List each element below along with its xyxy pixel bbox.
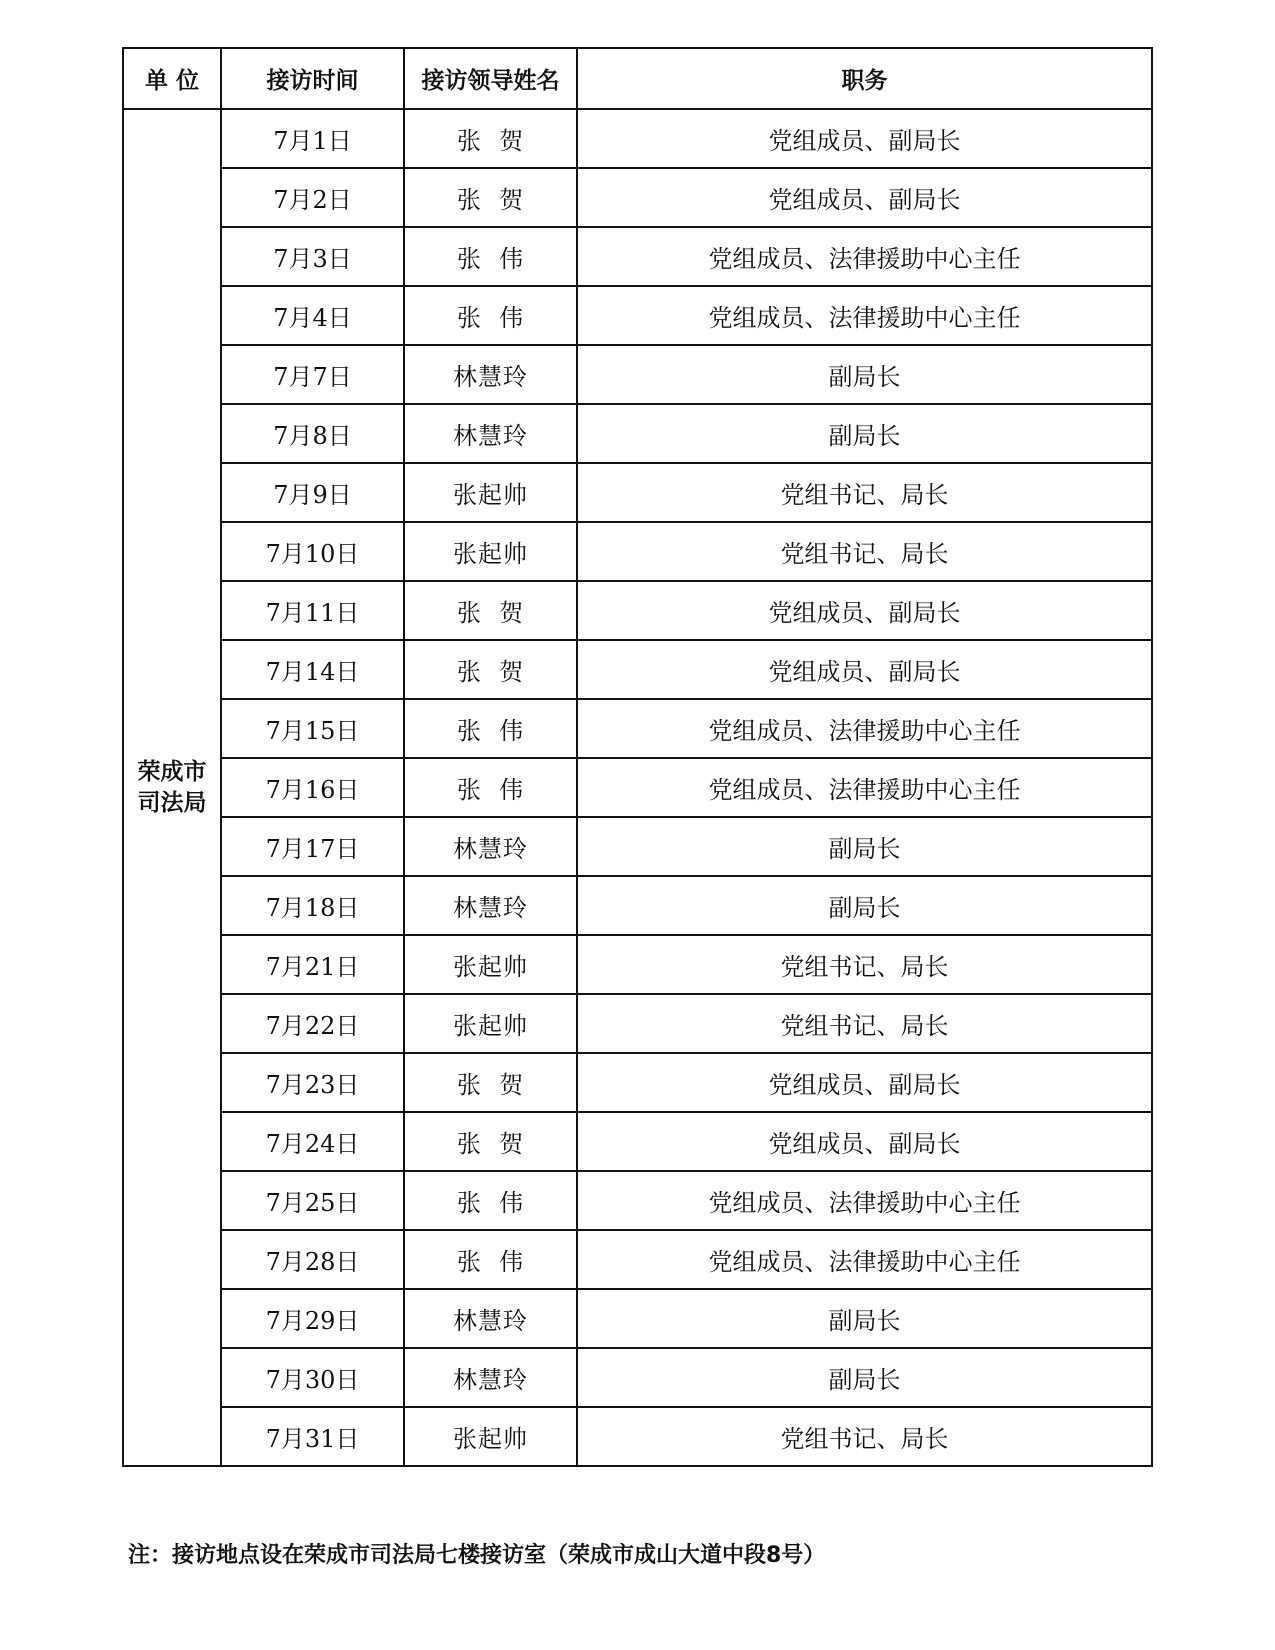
leader-name-cell: 张 贺 — [404, 109, 577, 168]
date-cell: 7月3日 — [221, 227, 404, 286]
table-row — [123, 994, 1152, 1053]
leader-name-cell: 林慧玲 — [404, 817, 577, 876]
leader-name-cell: 林慧玲 — [404, 1348, 577, 1407]
leader-name-cell: 林慧玲 — [404, 404, 577, 463]
date-cell: 7月31日 — [221, 1407, 404, 1466]
leader-name-cell: 张 伟 — [404, 758, 577, 817]
table-row — [123, 463, 1152, 522]
leader-name-cell: 张 伟 — [404, 1171, 577, 1230]
leader-name-cell: 张 贺 — [404, 1053, 577, 1112]
header-leader-name: 接访领导姓名 — [404, 48, 577, 109]
leader-name-cell: 张 贺 — [404, 640, 577, 699]
title-cell: 党组成员、副局长 — [577, 168, 1152, 227]
date-cell: 7月28日 — [221, 1230, 404, 1289]
date-cell: 7月7日 — [221, 345, 404, 404]
leader-name-cell: 张起帅 — [404, 522, 577, 581]
unit-cell — [123, 109, 221, 1466]
leader-name-cell: 张 贺 — [404, 168, 577, 227]
table-row — [123, 1289, 1152, 1348]
header-unit: 单 位 — [123, 48, 221, 109]
date-cell: 7月15日 — [221, 699, 404, 758]
leader-name-cell: 林慧玲 — [404, 876, 577, 935]
date-cell: 7月25日 — [221, 1171, 404, 1230]
date-cell: 7月23日 — [221, 1053, 404, 1112]
title-cell: 党组成员、法律援助中心主任 — [577, 699, 1152, 758]
date-cell: 7月17日 — [221, 817, 404, 876]
leader-name-cell: 张 伟 — [404, 1230, 577, 1289]
table-row — [123, 581, 1152, 640]
title-cell: 党组成员、副局长 — [577, 109, 1152, 168]
title-cell: 副局长 — [577, 404, 1152, 463]
table-row — [123, 935, 1152, 994]
title-cell: 党组成员、法律援助中心主任 — [577, 758, 1152, 817]
title-cell: 副局长 — [577, 817, 1152, 876]
date-cell: 7月9日 — [221, 463, 404, 522]
title-cell: 党组成员、副局长 — [577, 1053, 1152, 1112]
footnote: 注：接访地点设在荣成市司法局七楼接访室（荣成市成山大道中段8号） — [128, 1543, 826, 1568]
table-row — [123, 522, 1152, 581]
unit-name-line-2: 司法局 — [137, 789, 207, 816]
leader-name-cell: 张起帅 — [404, 463, 577, 522]
table-row — [123, 345, 1152, 404]
title-cell: 副局长 — [577, 345, 1152, 404]
title-cell: 党组书记、局长 — [577, 994, 1152, 1053]
date-cell: 7月22日 — [221, 994, 404, 1053]
table-header — [123, 48, 1152, 109]
table-row — [123, 758, 1152, 817]
leader-name-cell: 张起帅 — [404, 994, 577, 1053]
date-cell: 7月11日 — [221, 581, 404, 640]
header-row — [123, 48, 1152, 109]
date-cell: 7月10日 — [221, 522, 404, 581]
title-cell: 副局长 — [577, 1289, 1152, 1348]
date-cell: 7月24日 — [221, 1112, 404, 1171]
table-row — [123, 640, 1152, 699]
leader-name-cell: 张 伟 — [404, 227, 577, 286]
reception-schedule-table — [122, 47, 1153, 1467]
table-row — [123, 168, 1152, 227]
date-cell: 7月30日 — [221, 1348, 404, 1407]
table-row — [123, 404, 1152, 463]
title-cell: 党组书记、局长 — [577, 522, 1152, 581]
leader-name-cell: 林慧玲 — [404, 345, 577, 404]
date-cell: 7月18日 — [221, 876, 404, 935]
title-cell: 党组书记、局长 — [577, 935, 1152, 994]
date-cell: 7月14日 — [221, 640, 404, 699]
title-cell: 党组成员、法律援助中心主任 — [577, 1230, 1152, 1289]
title-cell: 党组书记、局长 — [577, 1407, 1152, 1466]
header-date: 接访时间 — [221, 48, 404, 109]
table-row — [123, 1407, 1152, 1466]
title-cell: 党组书记、局长 — [577, 463, 1152, 522]
leader-name-cell: 张 贺 — [404, 1112, 577, 1171]
date-cell: 7月29日 — [221, 1289, 404, 1348]
date-cell: 7月21日 — [221, 935, 404, 994]
header-title: 职务 — [577, 48, 1152, 109]
leader-name-cell: 林慧玲 — [404, 1289, 577, 1348]
table-row — [123, 876, 1152, 935]
title-cell: 党组成员、副局长 — [577, 581, 1152, 640]
table-row — [123, 1230, 1152, 1289]
table-row — [123, 1171, 1152, 1230]
title-cell: 党组成员、副局长 — [577, 1112, 1152, 1171]
unit-name-line-1: 荣成市 — [137, 758, 207, 785]
title-cell: 副局长 — [577, 876, 1152, 935]
title-cell: 党组成员、法律援助中心主任 — [577, 286, 1152, 345]
leader-name-cell: 张起帅 — [404, 935, 577, 994]
title-cell: 副局长 — [577, 1348, 1152, 1407]
title-cell: 党组成员、副局长 — [577, 640, 1152, 699]
table-row — [123, 817, 1152, 876]
date-cell: 7月8日 — [221, 404, 404, 463]
table-row — [123, 227, 1152, 286]
leader-name-cell: 张起帅 — [404, 1407, 577, 1466]
leader-name-cell: 张 伟 — [404, 286, 577, 345]
table-row — [123, 1348, 1152, 1407]
title-cell: 党组成员、法律援助中心主任 — [577, 1171, 1152, 1230]
table-row — [123, 109, 1152, 168]
title-cell: 党组成员、法律援助中心主任 — [577, 227, 1152, 286]
leader-name-cell: 张 贺 — [404, 581, 577, 640]
date-cell: 7月16日 — [221, 758, 404, 817]
date-cell: 7月4日 — [221, 286, 404, 345]
table-body — [123, 109, 1152, 1466]
table-row — [123, 1053, 1152, 1112]
table-row — [123, 699, 1152, 758]
date-cell: 7月2日 — [221, 168, 404, 227]
date-cell: 7月1日 — [221, 109, 404, 168]
leader-name-cell: 张 伟 — [404, 699, 577, 758]
table-row — [123, 1112, 1152, 1171]
table-row — [123, 286, 1152, 345]
